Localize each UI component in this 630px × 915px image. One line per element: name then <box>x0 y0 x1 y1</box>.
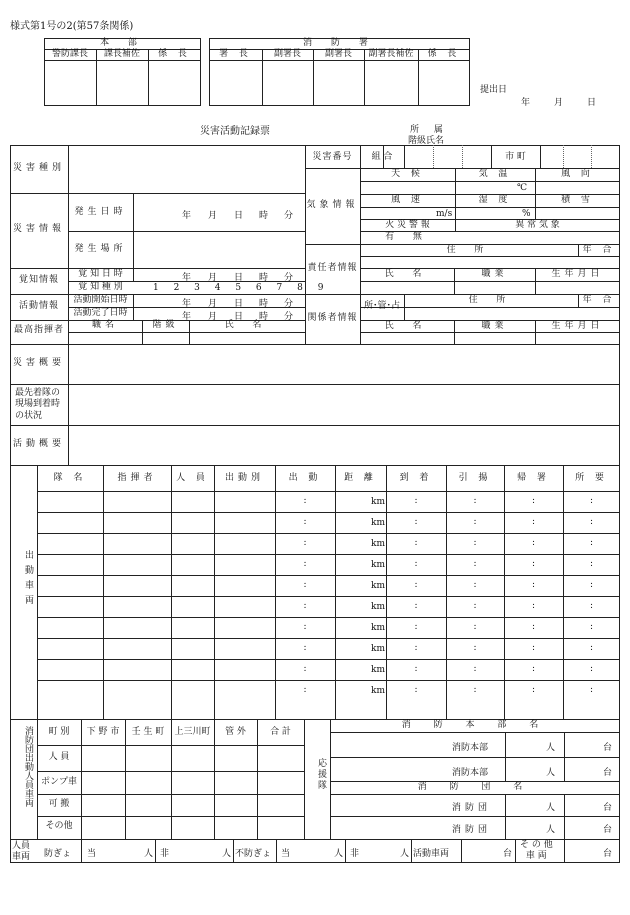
bottom-duty-1: 当 <box>87 849 97 859</box>
support-corps-vehicle-1: 台 <box>603 803 613 813</box>
support-corps-row-2: 消防団 <box>452 825 492 835</box>
vehicle-time-colon: : <box>473 622 477 632</box>
vehicle-time-colon: : <box>589 559 594 569</box>
vehicle-time-colon: : <box>414 664 418 674</box>
related-occupation-label: 職業 <box>481 321 508 331</box>
as-day: 日 <box>234 299 244 309</box>
vehicle-distance-unit: km <box>371 497 385 507</box>
fire-warning-label: 火 災 警 報 <box>385 220 430 230</box>
bottom-vehicle-1: 台 <box>503 849 513 859</box>
firecorps-row-1: 人 員 <box>48 752 70 762</box>
ae-minute: 分 <box>284 312 294 322</box>
vehicle-distance-unit: km <box>371 623 385 633</box>
station-col-2: 副署長 <box>273 49 301 59</box>
support-corps-row-1: 消防団 <box>452 803 492 813</box>
vehicle-distance-unit: km <box>371 644 385 654</box>
ae-day: 日 <box>234 312 244 322</box>
related-info-label: 関係者情報 <box>307 313 358 323</box>
firecorps-col-2: 下 野 市 <box>86 727 120 737</box>
firecorps-row-4: その他 <box>45 821 73 831</box>
wind-cell-3: 積 雪 <box>561 195 594 205</box>
firecorps-col-5: 管 外 <box>225 727 246 737</box>
awareness-info-label: 覚知情報 <box>18 275 59 285</box>
author-rank-name: 階級氏名 <box>408 136 445 146</box>
support-corps-vehicle-2: 台 <box>603 825 613 835</box>
vehicle-time-colon: : <box>303 622 307 632</box>
wind-cell-2: 湿 度 <box>478 195 512 205</box>
support-side-label: 応援隊 <box>316 758 326 791</box>
vehicle-time-colon: : <box>589 664 594 674</box>
support-hq-vehicle-2: 台 <box>603 768 613 778</box>
bottom-label <box>12 841 30 863</box>
submit-date-label: 提出日 <box>480 85 508 95</box>
activity-start-label: 活動開始日時 <box>73 295 128 305</box>
submit-year: 年 <box>521 98 531 108</box>
firecorps-col-3: 壬 生 町 <box>131 727 165 737</box>
bottom-label-1: 人員 <box>12 841 31 851</box>
station-col-3: 副署長 <box>324 49 352 59</box>
as-month: 月 <box>208 299 218 309</box>
hq-col-1: 警防課長 <box>51 49 88 59</box>
station-col-5: 係 長 <box>427 49 461 59</box>
vehicle-time-colon: : <box>531 580 536 590</box>
vehicle-time-colon: : <box>473 496 477 506</box>
vehicle-time-colon: : <box>589 601 594 611</box>
station-col-4: 副署長補佐 <box>368 49 414 59</box>
station-col-1: 署 長 <box>219 49 252 59</box>
vehicle-time-colon: : <box>303 601 307 611</box>
vehicle-time-colon: : <box>473 643 477 653</box>
vehicle-header-3: 人 員 <box>176 473 209 483</box>
vehicle-time-colon: : <box>531 601 536 611</box>
commander-post-label: 職名 <box>91 320 118 330</box>
support-corps-title: 消 防 団 名 <box>417 782 533 792</box>
as-hour: 時 <box>259 299 269 309</box>
bottom-other-1: そ の 他 <box>520 840 553 850</box>
vehicle-header-10: 所 要 <box>575 473 608 483</box>
bottom-nonduty-2: 非 <box>350 849 360 859</box>
activity-end-label: 活動完了日時 <box>73 308 128 318</box>
related-address-label: 住 所 <box>468 295 514 305</box>
vehicle-time-colon: : <box>531 643 536 653</box>
occ-month: 月 <box>208 211 218 221</box>
responsible-age-label: 年 合 <box>582 245 616 255</box>
vehicle-time-colon: : <box>473 685 477 695</box>
vehicle-time-colon: : <box>589 643 594 653</box>
vehicle-distance-unit: km <box>371 665 385 675</box>
occ-hour: 時 <box>259 211 269 221</box>
bottom-person-2: 人 <box>222 849 232 859</box>
first-arrival-label <box>15 388 60 422</box>
occ-year: 年 <box>182 211 192 221</box>
weather-cell-2: 気 温 <box>478 169 512 179</box>
firecorps-row-3: 可 搬 <box>48 799 70 809</box>
related-birthdate-label: 生年月日 <box>551 321 604 331</box>
occurrence-place-label: 発生場所 <box>74 244 127 254</box>
occ-day: 日 <box>234 211 244 221</box>
vehicle-distance-unit: km <box>371 602 385 612</box>
vehicle-header-1: 隊 名 <box>53 473 87 483</box>
vehicle-distance-unit: km <box>371 581 385 591</box>
activity-info-label: 活動情報 <box>18 301 59 311</box>
vehicle-time-colon: : <box>531 517 536 527</box>
bottom-fire-prevention: 防ぎょ <box>44 849 72 859</box>
support-hq-row-1: 消防本部 <box>452 743 489 753</box>
awareness-numbers: 1 2 3 4 5 6 7 8 9 <box>153 283 330 293</box>
bottom-person-1: 人 <box>144 849 154 859</box>
abnormal-weather-label: 異 常 気 象 <box>515 220 560 230</box>
vehicle-time-colon: : <box>414 580 418 590</box>
aw-month: 月 <box>208 273 218 283</box>
vehicle-time-colon: : <box>414 496 418 506</box>
vehicle-time-colon: : <box>473 559 477 569</box>
kumiai-label: 組 合 <box>371 152 393 162</box>
hq-title: 本 部 <box>100 38 145 48</box>
vehicle-time-colon: : <box>589 622 594 632</box>
vehicle-time-colon: : <box>531 496 536 506</box>
ae-month: 月 <box>208 312 218 322</box>
bottom-person-3: 人 <box>334 849 344 859</box>
vehicle-time-colon: : <box>414 622 418 632</box>
occurrence-datetime-label: 発生日時 <box>74 207 127 217</box>
weather-cell-1: 天 候 <box>391 169 424 179</box>
vehicle-time-colon: : <box>303 517 307 527</box>
firecorps-col-1: 町 別 <box>48 727 70 737</box>
vehicle-time-colon: : <box>414 517 418 527</box>
vehicle-header-5: 出 動 <box>288 473 322 483</box>
first-arrival-line-2: 現場到着時 <box>15 399 61 410</box>
vehicle-time-colon: : <box>303 643 307 653</box>
first-arrival-line-1: 最先着隊の <box>15 388 61 398</box>
disaster-type-label: 災害種別 <box>12 163 65 173</box>
hq-col-2: 課長補佐 <box>103 49 140 59</box>
firecorps-side-label: 消防団出動人員車両 <box>23 726 33 807</box>
form-number: 様式第1号の2(第57条関係) <box>10 21 134 32</box>
vehicle-time-colon: : <box>414 685 418 695</box>
presence-label: 有 無 <box>385 232 430 242</box>
firecorps-row-2: ポンプ車 <box>40 777 77 787</box>
humidity-unit: % <box>522 209 531 219</box>
vehicle-time-colon: : <box>589 517 594 527</box>
bottom-activity-vehicle: 活動車両 <box>413 849 450 859</box>
ae-year: 年 <box>182 312 192 322</box>
aw-hour: 時 <box>259 273 269 283</box>
author-shozoku: 所 属 <box>410 125 449 135</box>
related-name-label: 氏 名 <box>384 321 430 331</box>
vehicle-time-colon: : <box>531 538 536 548</box>
document-title: 災害活動記録票 <box>200 126 270 137</box>
vehicle-header-7: 到 着 <box>399 473 433 483</box>
commander-name-label: 氏 名 <box>224 320 270 330</box>
station-title: 消 防 署 <box>303 38 376 48</box>
support-hq-title: 消 防 本 部 名 <box>401 720 549 730</box>
bottom-other-2: 車 両 <box>525 850 547 861</box>
bottom-other-vehicle <box>520 840 553 862</box>
vehicle-time-colon: : <box>303 580 307 590</box>
wind-cell-1: 風 速 <box>391 195 424 205</box>
weather-cell-3: 風 向 <box>561 169 594 179</box>
disaster-summary-label: 災害概要 <box>12 358 65 368</box>
vehicle-time-colon: : <box>589 580 594 590</box>
as-minute: 分 <box>284 299 294 309</box>
vehicle-distance-unit: km <box>371 539 385 549</box>
vehicle-distance-unit: km <box>371 560 385 570</box>
firecorps-col-4: 上三川町 <box>174 727 211 737</box>
submit-month: 月 <box>554 98 564 108</box>
aw-minute: 分 <box>284 273 294 283</box>
support-corps-person-1: 人 <box>546 803 556 813</box>
disaster-number-label: 災害番号 <box>312 152 353 162</box>
vehicle-distance-unit: km <box>371 686 385 696</box>
responsible-name-label: 氏 名 <box>384 269 430 279</box>
hq-col-3: 係 長 <box>158 49 191 59</box>
vehicle-time-colon: : <box>303 496 307 506</box>
vehicle-time-colon: : <box>473 601 477 611</box>
support-hq-person-1: 人 <box>546 743 556 753</box>
bottom-label-2: 車両 <box>12 851 31 862</box>
vehicle-time-colon: : <box>473 580 477 590</box>
submit-day: 日 <box>587 98 597 108</box>
wind-unit: m/s <box>436 209 453 219</box>
vehicle-time-colon: : <box>414 643 418 653</box>
vehicle-header-6: 距 離 <box>344 473 377 483</box>
vehicle-header-8: 引 揚 <box>458 473 492 483</box>
support-corps-person-2: 人 <box>546 825 556 835</box>
vehicle-time-colon: : <box>473 538 477 548</box>
vehicle-time-colon: : <box>473 517 477 527</box>
vehicle-time-colon: : <box>589 685 594 695</box>
firecorps-col-6: 合 計 <box>270 727 291 737</box>
as-year: 年 <box>182 299 192 309</box>
vehicles-side-label: 出動車両 <box>23 550 33 610</box>
vehicle-time-colon: : <box>531 664 536 674</box>
temp-unit: ℃ <box>517 183 528 193</box>
disaster-info-label: 災害情報 <box>12 224 65 234</box>
commander-rank-label: 階級 <box>152 320 179 330</box>
vehicle-time-colon: : <box>531 622 536 632</box>
bottom-vehicle-2: 台 <box>603 849 613 859</box>
awareness-datetime-label: 覚 知 日 時 <box>78 269 123 279</box>
vehicle-header-4: 出動別 <box>224 473 264 483</box>
support-hq-person-2: 人 <box>546 768 556 778</box>
vehicle-time-colon: : <box>414 559 418 569</box>
support-hq-vehicle-1: 台 <box>603 743 613 753</box>
vehicle-time-colon: : <box>303 664 307 674</box>
weather-info-label: 気象情報 <box>306 200 359 210</box>
vehicle-time-colon: : <box>531 559 536 569</box>
vehicle-time-colon: : <box>303 538 307 548</box>
vehicle-time-colon: : <box>473 664 477 674</box>
vehicle-time-colon: : <box>303 559 307 569</box>
owner-types-label: 所･管･占 <box>363 301 400 311</box>
shicho-label: 市 町 <box>505 152 526 162</box>
responsible-address-label: 住 所 <box>446 245 492 255</box>
aw-year: 年 <box>182 273 192 283</box>
bottom-non-fire: 不防ぎょ <box>235 849 272 859</box>
aw-day: 日 <box>234 273 244 283</box>
vehicle-distance-unit: km <box>371 518 385 528</box>
related-age-label: 年 合 <box>582 295 616 305</box>
occ-minute: 分 <box>284 211 294 221</box>
vehicle-time-colon: : <box>303 685 307 695</box>
bottom-duty-2: 当 <box>281 849 291 859</box>
support-hq-row-2: 消防本部 <box>452 768 489 778</box>
responsible-info-label: 責任者情報 <box>307 263 358 273</box>
vehicle-time-colon: : <box>414 538 418 548</box>
activity-summary-label: 活動概要 <box>12 439 65 449</box>
ae-hour: 時 <box>259 312 269 322</box>
vehicle-time-colon: : <box>589 496 594 506</box>
vehicle-header-2: 指揮者 <box>117 473 157 483</box>
vehicle-time-colon: : <box>531 685 536 695</box>
commander-label: 最高指揮者 <box>13 325 64 335</box>
bottom-person-4: 人 <box>400 849 410 859</box>
vehicle-time-colon: : <box>414 601 418 611</box>
awareness-type-label: 覚 知 種 別 <box>78 282 123 292</box>
first-arrival-line-3: の状況 <box>15 410 43 421</box>
vehicle-header-9: 帰 署 <box>517 473 550 483</box>
responsible-occupation-label: 職業 <box>481 269 508 279</box>
bottom-nonduty-1: 非 <box>160 849 170 859</box>
vehicle-time-colon: : <box>589 538 594 548</box>
responsible-birthdate-label: 生年月日 <box>551 269 604 279</box>
